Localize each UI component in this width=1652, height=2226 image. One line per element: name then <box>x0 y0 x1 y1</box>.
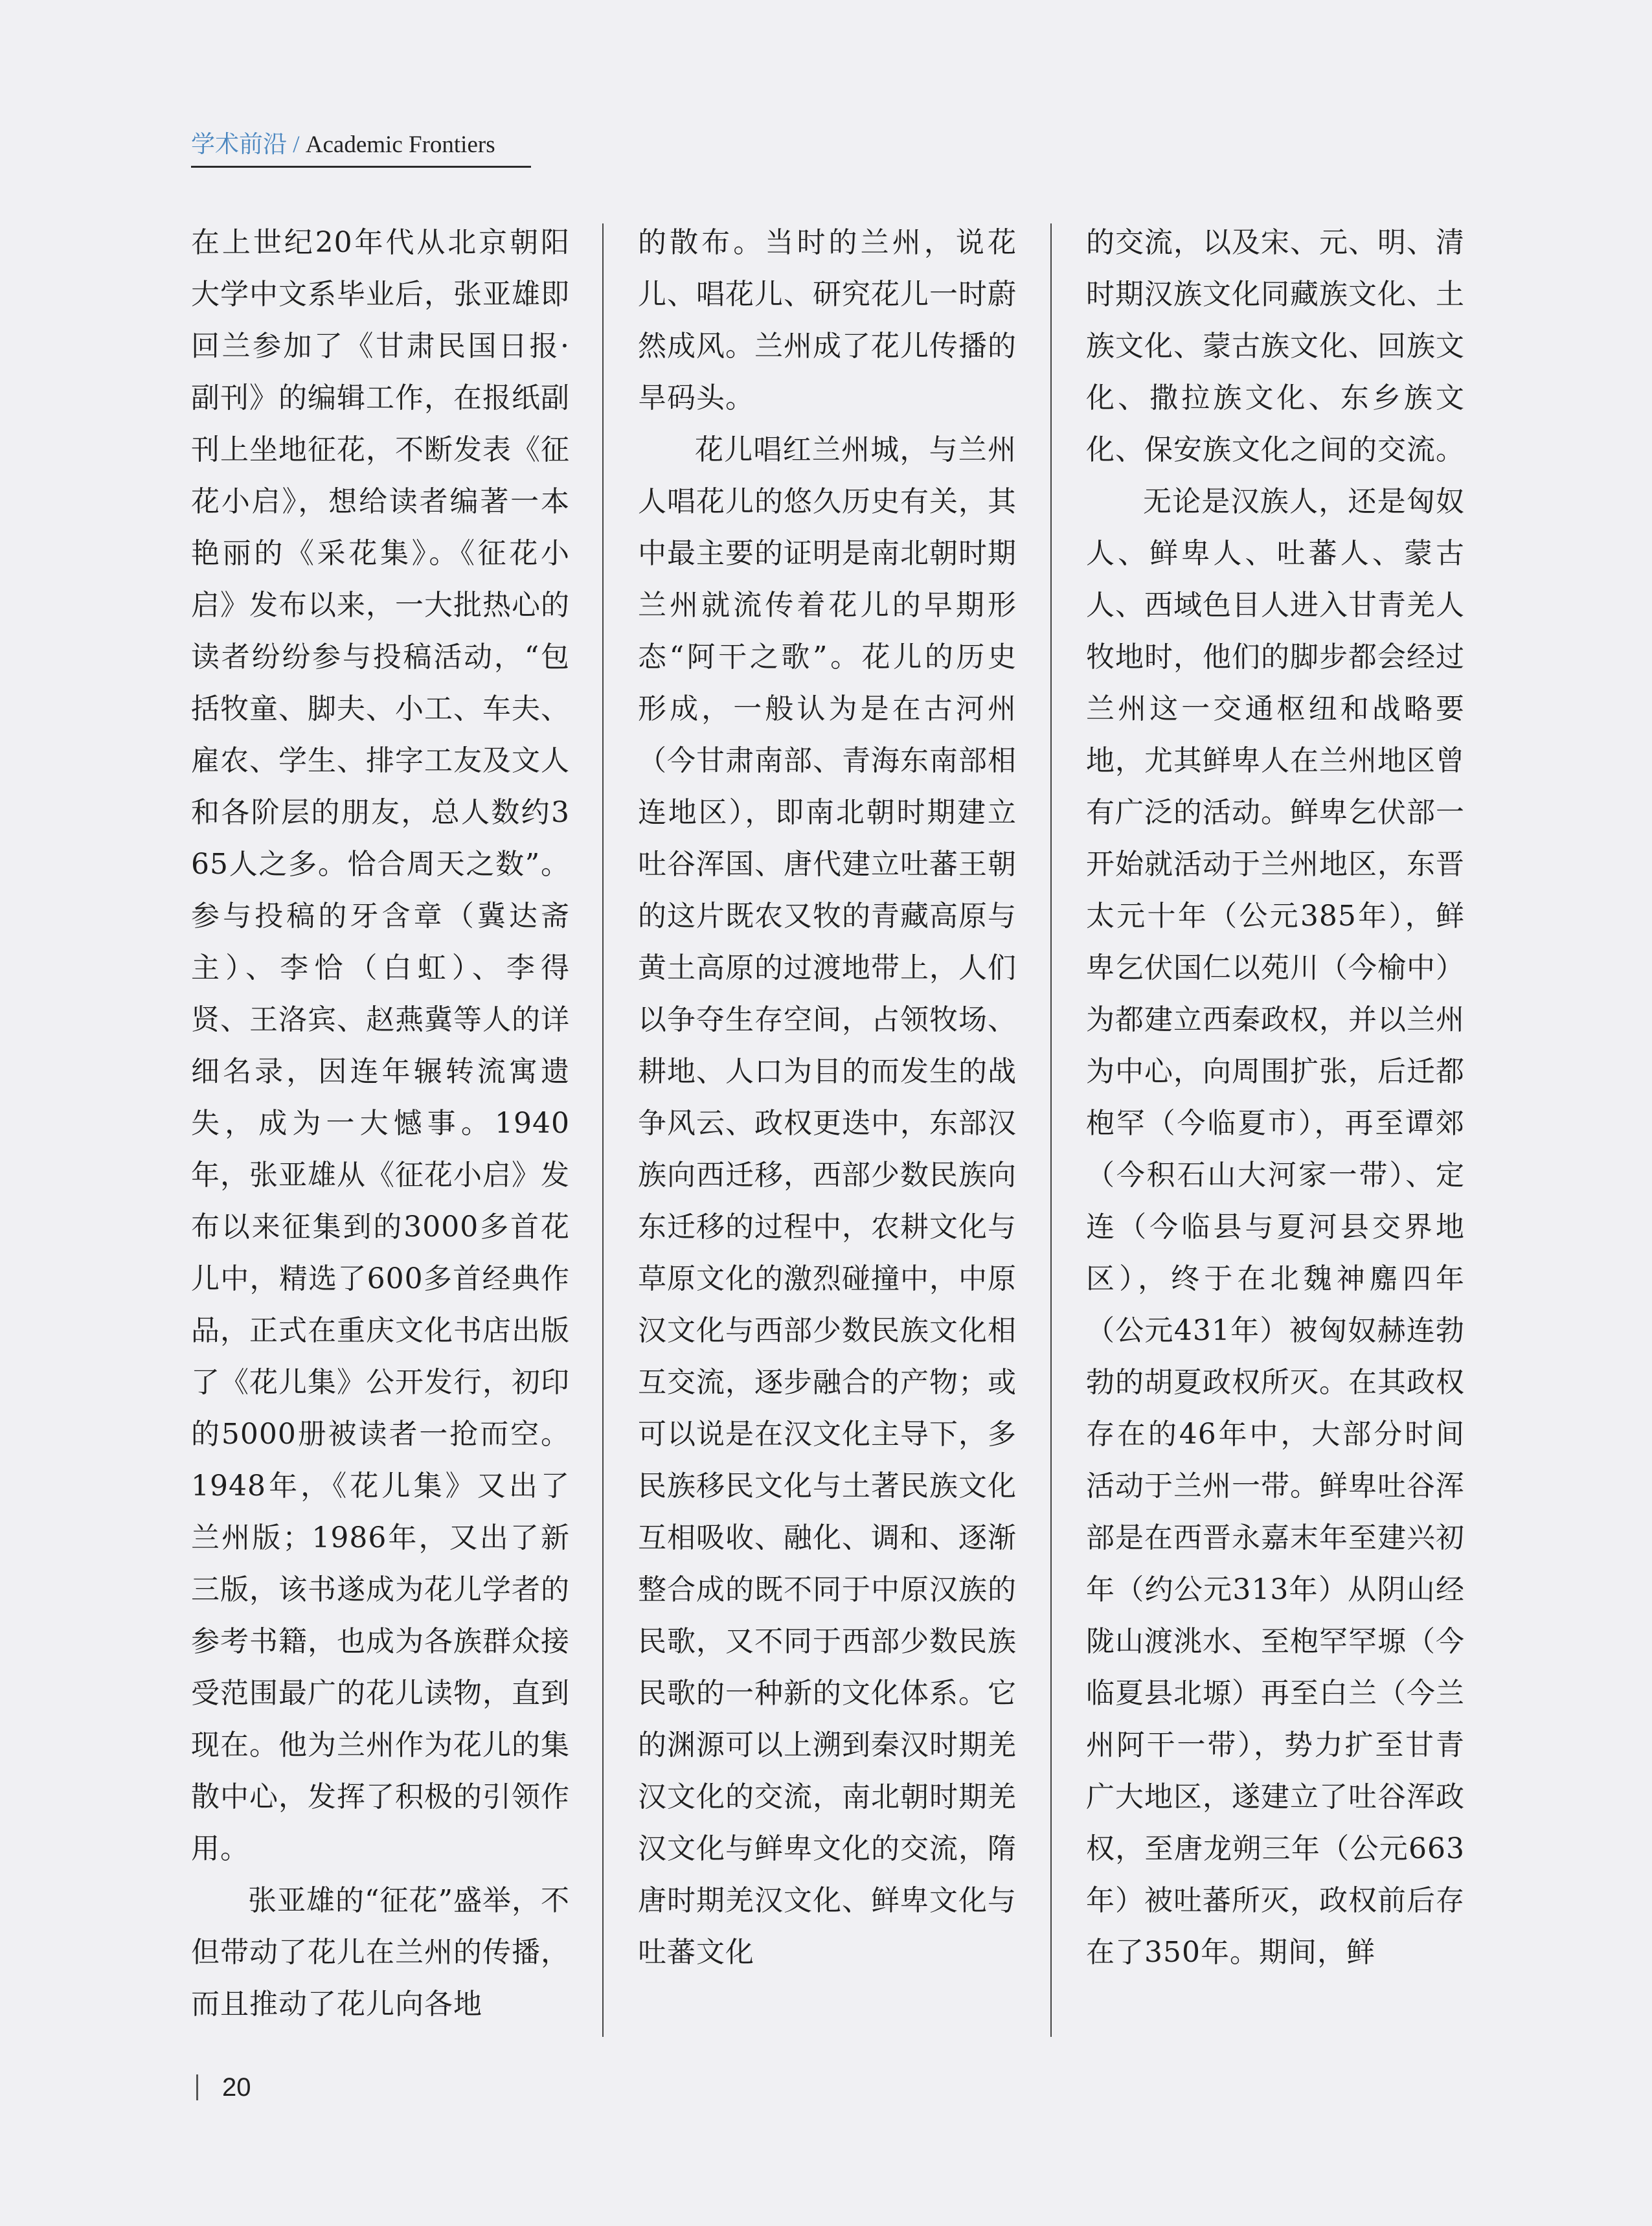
header-separator: / <box>287 131 306 158</box>
text-column-1 <box>191 217 570 2030</box>
paragraph: 无论是汉族人，还是匈奴人、鲜卑人、吐蕃人、蒙古人、西域色目人进入甘青羌人牧地时，他们的脚步都会经过兰州这一交通枢纽和战略要地，尤其鲜卑人在兰州地区曾有广泛的活动。鲜卑乞伏部一开始就活动于兰州地区，东晋太元十年（公元385年），鲜卑乞伏国仁以苑川（今榆中）为都建立西秦政权，并以兰州为中心，向周围扩张，后迁都枹罕（今临夏市），再至谭郊（今积石山大河家一带）、定连（今临县与夏河县交界地区），终于在北魏神䴥四年（公元431年）被匈奴赫连勃勃的胡夏政权所灭。在其政权存在的46年中，大部分时间活动于兰州一带。鲜卑吐谷浑部是在西晋永嘉末年至建兴初年（约公元313年）从阴山经陇山渡洮水、至枹罕罕塬（今临夏县北塬）再至白兰（今兰州阿干一带），势力扩至甘青广大地区，遂建立了吐谷浑政权，至唐龙朔三年（公元663年）被吐蕃所灭，政权前后存在了350年。期间，鲜 <box>1086 485 1465 1969</box>
column-divider <box>602 223 604 2037</box>
paragraph: 的散布。当时的兰州，说花儿、唱花儿、研究花儿一时蔚然成风。兰州成了花儿传播的旱码头。 <box>638 226 1017 415</box>
paragraph: 张亚雄的“征花”盛举，不但带动了花儿在兰州的传播，而且推动了花儿向各地 <box>191 1884 570 2021</box>
footer-bar <box>196 2074 198 2100</box>
paragraph: 的交流，以及宋、元、明、清时期汉族文化同藏族文化、土族文化、蒙古族文化、回族文化、撒拉族文化、东乡族文化、保安族文化之间的交流。 <box>1086 226 1465 466</box>
column-divider <box>1050 223 1052 2037</box>
header-section-en: Academic Frontiers <box>305 131 495 158</box>
paragraph: 在上世纪20年代从北京朝阳大学中文系毕业后，张亚雄即回兰参加了《甘肃民国日报·副刊》的编辑工作，在报纸副刊上坐地征花，不断发表《征花小启》，想给读者编著一本艳丽的《采花集》。《征花小启》发布以来，一大批热心的读者纷纷参与投稿活动，“包括牧童、脚夫、小工、车夫、雇农、学生、排字工友及文人和各阶层的朋友，总人数约365人之多。恰合周天之数”。参与投稿的牙含章（冀达斋主）、李恰（白虹）、李得贤、王洛宾、赵燕冀等人的详细名录，因连年辗转流寓遗失，成为一大憾事。1940年，张亚雄从《征花小启》发布以来征集到的3000多首花儿中，精选了600多首经典作品，正式在重庆文化书店出版了《花儿集》公开发行，初印的5000册被读者一抢而空。1948年，《花儿集》又出了兰州版；1986年，又出了新三版，该书遂成为花儿学者的参考书籍，也成为各族群众接受范围最广的花儿读物，直到现在。他为兰州作为花儿的集散中心，发挥了积极的引领作用。 <box>191 226 570 1865</box>
header-section-cn: 学术前沿 <box>191 130 287 158</box>
page-number: 20 <box>222 2073 251 2102</box>
running-header <box>191 128 495 161</box>
text-column-3 <box>1086 217 1465 1979</box>
text-column-2 <box>638 217 1017 1979</box>
paragraph: 花儿唱红兰州城，与兰州人唱花儿的悠久历史有关，其中最主要的证明是南北朝时期兰州就流传着花儿的早期形态“阿干之歌”。花儿的历史形成，一般认为是在古河州（今甘肃南部、青海东南部相连地区），即南北朝时期建立吐谷浑国、唐代建立吐蕃王朝的这片既农又牧的青藏高原与黄土高原的过渡地带上，人们以争夺生存空间，占领牧场、耕地、人口为目的而发生的战争风云、政权更迭中，东部汉族向西迁移，西部少数民族向东迁移的过程中，农耕文化与草原文化的激烈碰撞中，中原汉文化与西部少数民族文化相互交流，逐步融合的产物；或可以说是在汉文化主导下，多民族移民文化与土著民族文化互相吸收、融化、调和、逐渐整合成的既不同于中原汉族的民歌，又不同于西部少数民族民歌的一种新的文化体系。它的渊源可以上溯到秦汉时期羌汉文化的交流，南北朝时期羌汉文化与鲜卑文化的交流，隋唐时期羌汉文化、鲜卑文化与吐蕃文化 <box>638 433 1017 1969</box>
header-rule <box>191 166 531 168</box>
